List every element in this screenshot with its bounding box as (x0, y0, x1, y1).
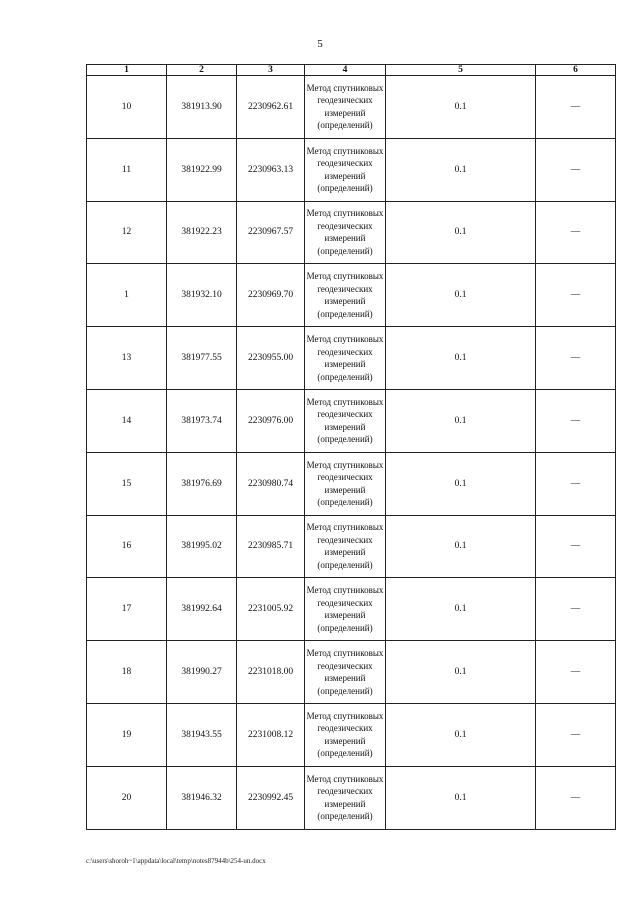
y-coordinate-cell: 2231008.12 (237, 703, 305, 766)
x-coordinate-cell: 381922.23 (167, 201, 237, 264)
x-coordinate-cell: 381976.69 (167, 452, 237, 515)
table-row (87, 327, 616, 390)
table-row (87, 389, 616, 452)
x-coordinate-cell: 381973.74 (167, 389, 237, 452)
method-cell: Метод спутниковых геодезических измерений (определений) (305, 138, 386, 201)
point-number-cell: 13 (87, 327, 167, 390)
table-body (87, 76, 616, 830)
method-cell: Метод спутниковых геодезических измерений (определений) (305, 201, 386, 264)
note-cell: — (536, 201, 616, 264)
table-row (87, 201, 616, 264)
table-row (87, 578, 616, 641)
table-row (87, 264, 616, 327)
table-row (87, 641, 616, 704)
accuracy-cell: 0.1 (386, 766, 536, 829)
y-coordinate-cell: 2230976.00 (237, 389, 305, 452)
method-cell: Метод спутниковых геодезических измерений (определений) (305, 452, 386, 515)
table-row (87, 452, 616, 515)
y-coordinate-cell: 2230955.00 (237, 327, 305, 390)
accuracy-cell: 0.1 (386, 327, 536, 390)
table-header-row (87, 65, 616, 76)
note-cell: — (536, 76, 616, 139)
note-cell: — (536, 264, 616, 327)
y-coordinate-cell: 2230969.70 (237, 264, 305, 327)
accuracy-cell: 0.1 (386, 76, 536, 139)
point-number-cell: 1 (87, 264, 167, 327)
accuracy-cell: 0.1 (386, 578, 536, 641)
point-number-cell: 18 (87, 641, 167, 704)
point-number-cell: 12 (87, 201, 167, 264)
note-cell: — (536, 452, 616, 515)
column-header: 4 (305, 65, 386, 76)
x-coordinate-cell: 381932.10 (167, 264, 237, 327)
point-number-cell: 16 (87, 515, 167, 578)
y-coordinate-cell: 2231005.92 (237, 578, 305, 641)
y-coordinate-cell: 2230980.74 (237, 452, 305, 515)
accuracy-cell: 0.1 (386, 515, 536, 578)
method-cell: Метод спутниковых геодезических измерений (определений) (305, 389, 386, 452)
point-number-cell: 11 (87, 138, 167, 201)
note-cell: — (536, 138, 616, 201)
page-number: 5 (317, 38, 323, 50)
footer-file-path: c:\users\shoroh~1\appdata\local\temp\notes87944b\254-un.docx (86, 857, 266, 865)
column-header: 6 (536, 65, 616, 76)
coordinates-table (86, 64, 616, 830)
table-row (87, 515, 616, 578)
method-cell: Метод спутниковых геодезических измерений (определений) (305, 578, 386, 641)
x-coordinate-cell: 381913.90 (167, 76, 237, 139)
x-coordinate-cell: 381943.55 (167, 703, 237, 766)
x-coordinate-cell: 381922.99 (167, 138, 237, 201)
method-cell: Метод спутниковых геодезических измерений (определений) (305, 76, 386, 139)
method-cell: Метод спутниковых геодезических измерений (определений) (305, 264, 386, 327)
point-number-cell: 10 (87, 76, 167, 139)
column-header: 2 (167, 65, 237, 76)
method-cell: Метод спутниковых геодезических измерений (определений) (305, 327, 386, 390)
note-cell: — (536, 515, 616, 578)
x-coordinate-cell: 381946.32 (167, 766, 237, 829)
y-coordinate-cell: 2230985.71 (237, 515, 305, 578)
accuracy-cell: 0.1 (386, 703, 536, 766)
note-cell: — (536, 578, 616, 641)
point-number-cell: 19 (87, 703, 167, 766)
accuracy-cell: 0.1 (386, 138, 536, 201)
method-cell: Метод спутниковых геодезических измерений (определений) (305, 641, 386, 704)
method-cell: Метод спутниковых геодезических измерений (определений) (305, 766, 386, 829)
point-number-cell: 15 (87, 452, 167, 515)
y-coordinate-cell: 2230992.45 (237, 766, 305, 829)
y-coordinate-cell: 2230962.61 (237, 76, 305, 139)
x-coordinate-cell: 381990.27 (167, 641, 237, 704)
accuracy-cell: 0.1 (386, 641, 536, 704)
y-coordinate-cell: 2230963.13 (237, 138, 305, 201)
x-coordinate-cell: 381995.02 (167, 515, 237, 578)
note-cell: — (536, 703, 616, 766)
point-number-cell: 14 (87, 389, 167, 452)
note-cell: — (536, 327, 616, 390)
table-row (87, 76, 616, 139)
accuracy-cell: 0.1 (386, 264, 536, 327)
table-row (87, 766, 616, 829)
point-number-cell: 17 (87, 578, 167, 641)
accuracy-cell: 0.1 (386, 452, 536, 515)
y-coordinate-cell: 2231018.00 (237, 641, 305, 704)
note-cell: — (536, 766, 616, 829)
table-row (87, 703, 616, 766)
table-row (87, 138, 616, 201)
point-number-cell: 20 (87, 766, 167, 829)
column-header: 1 (87, 65, 167, 76)
method-cell: Метод спутниковых геодезических измерений (определений) (305, 703, 386, 766)
x-coordinate-cell: 381992.64 (167, 578, 237, 641)
method-cell: Метод спутниковых геодезических измерений (определений) (305, 515, 386, 578)
x-coordinate-cell: 381977.55 (167, 327, 237, 390)
accuracy-cell: 0.1 (386, 389, 536, 452)
accuracy-cell: 0.1 (386, 201, 536, 264)
column-header: 3 (237, 65, 305, 76)
column-header: 5 (386, 65, 536, 76)
note-cell: — (536, 389, 616, 452)
note-cell: — (536, 641, 616, 704)
y-coordinate-cell: 2230967.57 (237, 201, 305, 264)
